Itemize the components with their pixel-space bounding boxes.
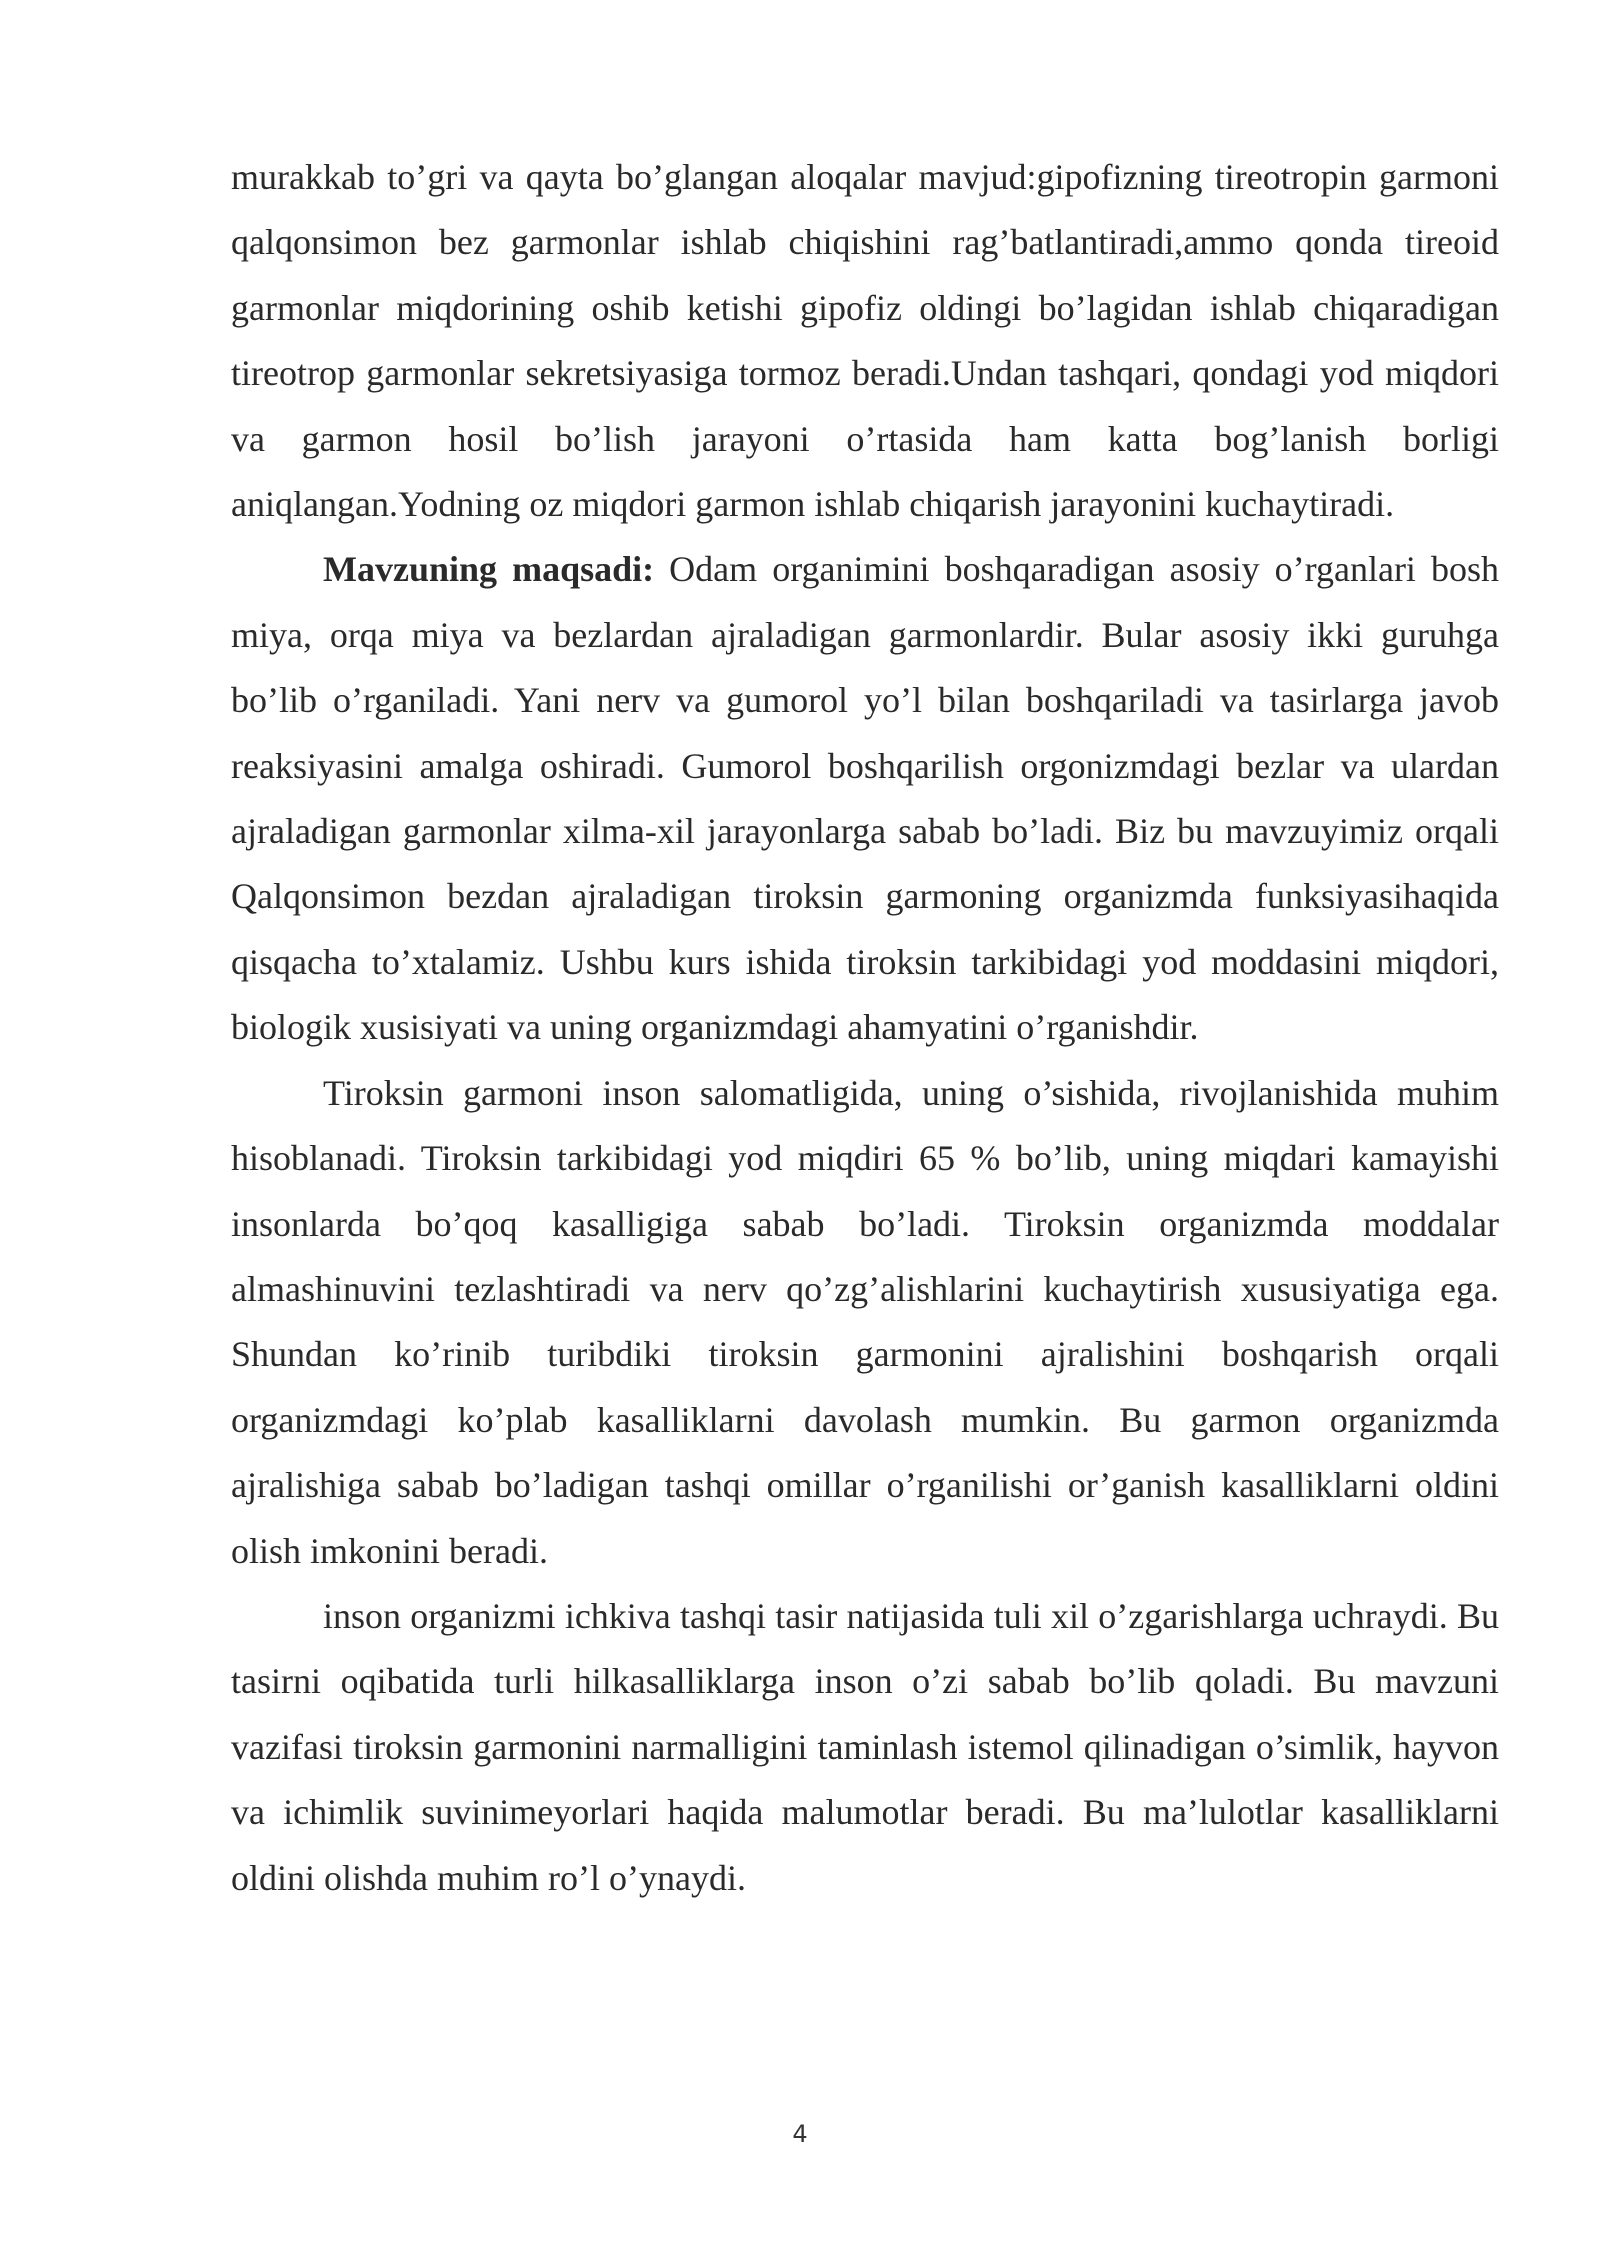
paragraph-thyroxine	[231, 1061, 1499, 1584]
paragraph-continuation	[231, 145, 1499, 537]
paragraph-text: murakkab to’gri va qayta bo’glangan aloqalar mavjud:gipofizning tireotropin garmoni qalqonsimon bez garmonlar ishlab chiqishini rag’batlantiradi,ammo qonda tireoid garmonlar miqdorining oshib ketishi gipofiz oldingi bo’lagidan ishlab chiqaradigan tireotrop garmonlar sekretsiyasiga tormoz beradi.Undan tashqari, qondagi yod miqdori va garmon hosil bo’lish jarayoni o’rtasida ham katta bog’lanish borligi aniqlangan.Yodning oz miqdori garmon ishlab chiqarish jarayonini kuchaytiradi.	[231, 157, 1499, 525]
paragraph-text: inson organizmi ichkiva tashqi tasir natijasida tuli xil o’zgarishlarga uchraydi. Bu tasirni oqibatida turli hilkasalliklarga inson o’zi sabab bo’lib qoladi. Bu mavzuni vazifasi tiroksin garmonini narmalligini taminlash istemol qilinadigan o’simlik, hayvon va ichimlik suvinimeyorlari haqida malumotlar beradi. Bu ma’lulotlar kasalliklarni oldini olishda muhim ro’l o’ynaydi.	[231, 1595, 1499, 1898]
goal-heading: Mavzuning maqsadi:	[323, 549, 655, 590]
body-text	[231, 145, 1499, 1911]
page-number: 4	[792, 2120, 808, 2148]
paragraph-text: Tiroksin garmoni inson salomatligida, uning o’sishida, rivojlanishida muhim hisoblanadi. Tiroksin tarkibidagi yod miqdiri 65 % bo’lib, uning miqdari kamayishi insonlarda bo’qoq kasalligiga sabab bo’ladi. Tiroksin organizmda moddalar almashinuvini tezlashtiradi va nerv qo’zg’alishlarini kuchaytirish xususiyatiga ega. Shundan ko’rinib turibdiki tiroksin garmonini ajralishini boshqarish orqali organizmdagi ko’plab kasalliklarni davolash mumkin. Bu garmon organizmda ajralishiga sabab bo’ladigan tashqi omillar o’rganilishi or’ganish kasalliklarni oldini olish imkonini beradi.	[231, 1072, 1499, 1571]
paragraph-text: Odam organimini boshqaradigan asosiy o’rganlari bosh miya, orqa miya va bezlardan ajraladigan garmonlardir. Bular asosiy ikki guruhga bo’lib o’rganiladi. Yani nerv va gumorol yo’l bilan boshqariladi va tasirlarga javob reaksiyasini amalga oshiradi. Gumorol boshqarilish orgonizmdagi bezlar va ulardan ajraladigan garmonlar xilma-xil jarayonlarga sabab bo’ladi. Biz bu mavzuyimiz orqali Qalqonsimon bezdan ajraladigan tiroksin garmoning organizmda funksiyasihaqida qisqacha to’xtalamiz. Ushbu kurs ishida tiroksin tarkibidagi yod moddasini miqdori, biologik xusisiyati va uning organizmdagi ahamyatini o’rganishdir.	[231, 549, 1499, 1048]
paragraph-organism	[231, 1584, 1499, 1911]
paragraph-goal	[231, 537, 1499, 1060]
